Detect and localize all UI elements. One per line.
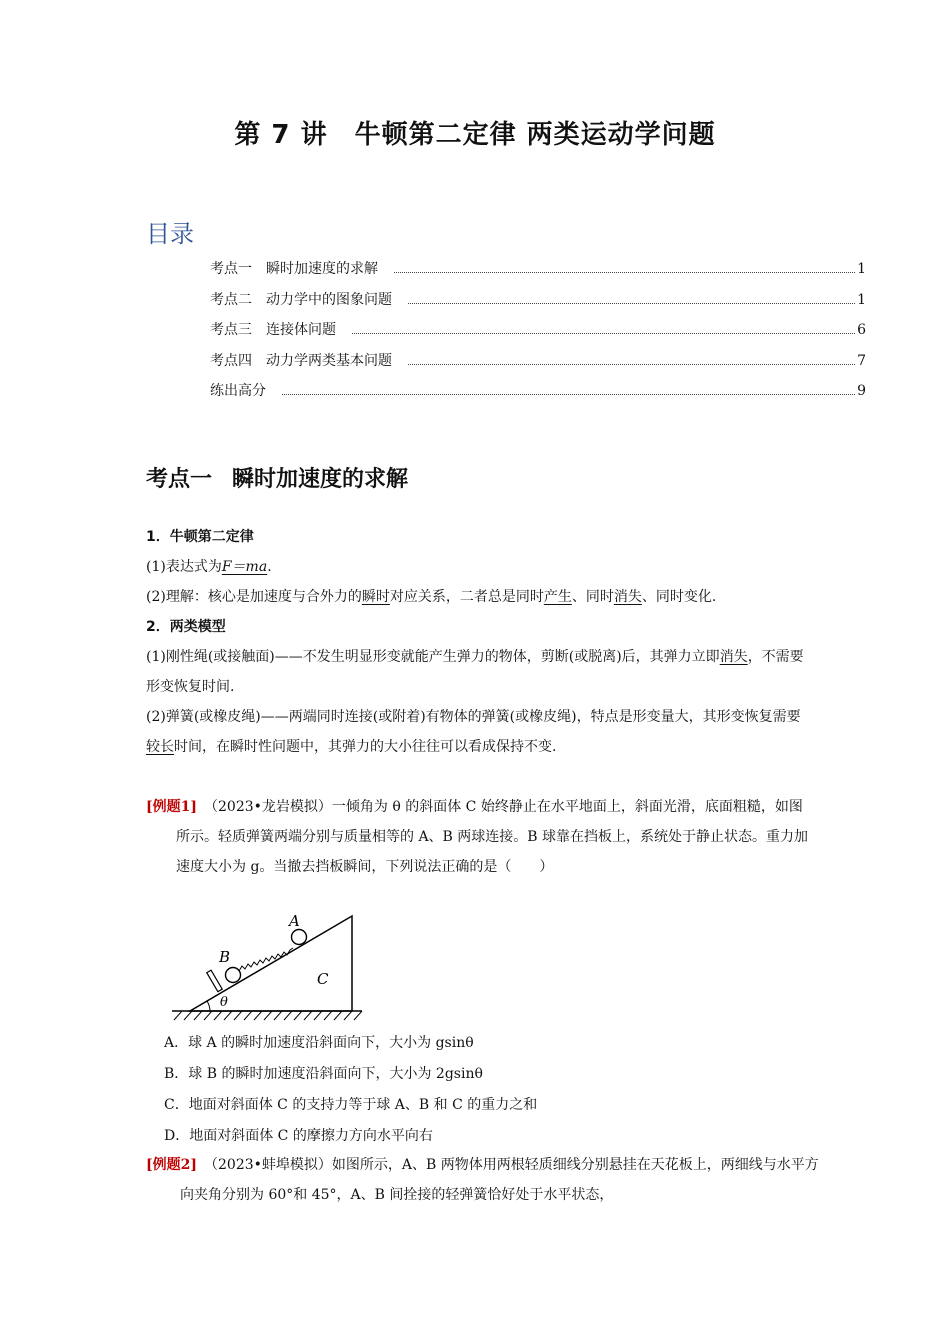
toc-leader-dots (408, 302, 855, 304)
toc-leader-dots (394, 271, 855, 273)
paragraph-spring: (2)弹簧(或橡皮绳)——两端同时连接(或附着)有物体的弹簧(或橡皮绳)，特点是形变量大，其形变恢复需要较长时间，在瞬时性问题中，其弹力的大小往往可以看成保持不变. (146, 709, 801, 755)
toc-leader-dots (408, 363, 855, 365)
page-title: 第 7 讲 牛顿第二定律 两类运动学问题 (234, 120, 716, 150)
ground-hatching (174, 1011, 362, 1020)
section-number: 考点一 (146, 467, 213, 492)
toc-item-label: 连接体问题 (266, 322, 336, 338)
subheading-newton-law: 1．牛顿第二定律 (146, 529, 254, 545)
spring (239, 948, 293, 971)
example-2 (146, 1150, 826, 1210)
subheading-two-models: 2．两类模型 (146, 619, 226, 635)
toc-item-label: 动力学两类基本问题 (266, 352, 392, 369)
paragraph-understanding: (2)理解：核心是加速度与合外力的瞬时对应关系，二者总是同时产生、同时消失、同时变化. (146, 589, 717, 605)
option-d[interactable]: D．地面对斜面体 C 的摩擦力方向水平向右 (164, 1128, 433, 1144)
angle-arc (207, 1001, 210, 1011)
example-text: （2023•蚌埠模拟）如图所示，A、B 两物体用两根轻质细线分别悬挂在天花板上，两细线与水平方向夹角分别为 60°和 45°，A、B 间拴接的轻弹簧恰好处于水平状态， (180, 1157, 819, 1203)
toc-item[interactable] (210, 289, 866, 320)
ball-b (226, 968, 241, 983)
table-of-contents (210, 258, 866, 411)
toc-item-label: 练出高分 (210, 383, 266, 399)
label-b: B (219, 948, 231, 966)
toc-heading: 目录 (146, 220, 194, 248)
toc-item-number: 考点二 (210, 291, 252, 308)
toc-item-page: 9 (857, 383, 866, 399)
toc-item[interactable] (210, 258, 866, 289)
example-1 (146, 792, 810, 882)
toc-item-number: 考点一 (210, 261, 252, 277)
option-c[interactable]: C．地面对斜面体 C 的支持力等于球 A、B 和 C 的重力之和 (164, 1097, 538, 1113)
incline-block-c (190, 916, 352, 1011)
example-text: （2023•龙岩模拟）一倾角为 θ 的斜面体 C 始终静止在水平地面上，斜面光滑，底面粗糙，如图所示。轻质弹簧两端分别与质量相等的 A、B 两球连接。B 球靠在挡板上，系统处于静止状态。重力加速度大小为 g。当撤去挡板瞬间，下列说法正确的是（ ） (176, 799, 809, 875)
toc-item[interactable] (210, 319, 866, 350)
toc-item-page: 7 (857, 352, 866, 369)
toc-item-label: 瞬时加速度的求解 (266, 261, 378, 277)
toc-leader-dots (352, 332, 855, 334)
paragraph-rigid-rope: (1)刚性绳(或接触面)——不发生明显形变就能产生弹力的物体，剪断(或脱离)后，其弹力立即消失，不需要形变恢复时间. (146, 649, 804, 695)
option-a[interactable]: A．球 A 的瞬时加速度沿斜面向下，大小为 gsinθ (164, 1035, 474, 1051)
ball-a (292, 930, 307, 945)
section-heading (146, 462, 428, 493)
label-theta: θ (220, 995, 228, 1010)
toc-item-page: 6 (857, 322, 866, 338)
incline-figure (166, 910, 366, 1026)
example-tag: [例题1] (146, 799, 197, 815)
toc-item-number: 考点三 (210, 322, 252, 338)
label-a: A (289, 912, 300, 930)
toc-item-page: 1 (857, 291, 866, 308)
toc-leader-dots (282, 393, 855, 395)
paragraph-expression: (1)表达式为F＝ma. (146, 559, 272, 575)
toc-item[interactable] (210, 380, 866, 411)
section-title: 瞬时加速度的求解 (232, 467, 409, 492)
label-c: C (317, 970, 329, 988)
toc-item-number: 考点四 (210, 352, 252, 369)
toc-item[interactable] (210, 350, 866, 381)
toc-item-page: 1 (857, 261, 866, 277)
option-b[interactable]: B．球 B 的瞬时加速度沿斜面向下，大小为 2gsinθ (164, 1066, 483, 1082)
content-block (146, 522, 810, 762)
example-tag: [例题2] (146, 1157, 197, 1173)
formula: F＝ma (221, 559, 268, 575)
baffle-plate (207, 970, 222, 992)
toc-item-label: 动力学中的图象问题 (266, 291, 392, 308)
